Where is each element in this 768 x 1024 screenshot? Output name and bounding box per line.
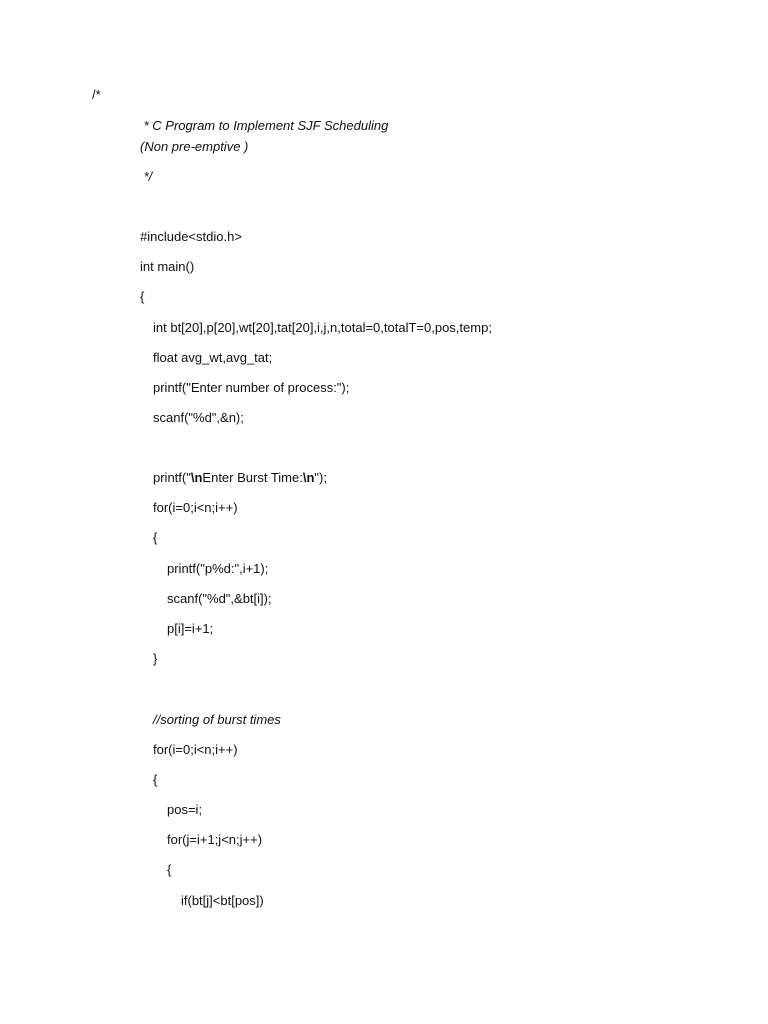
code-comment-sorting: //sorting of burst times (153, 712, 281, 727)
code-open-brace: { (140, 289, 145, 304)
code-for-loop-1: for(i=0;i<n;i++) (153, 500, 238, 515)
code-printf-burst (153, 470, 327, 486)
code-printf-process: printf("Enter number of process:"); (153, 380, 350, 395)
code-printf-burst-part-a: printf(" (153, 470, 191, 485)
code-for-loop-3: for(j=i+1;j<n;j++) (167, 832, 263, 847)
code-newline-escape: \n (190, 470, 203, 485)
code-int-declaration: int bt[20],p[20],wt[20],tat[20],i,j,n,total=0,totalT=0,pos,temp; (153, 320, 492, 335)
code-printf-burst-part-c: "); (314, 470, 327, 485)
code-include: #include<stdio.h> (140, 229, 242, 244)
code-scanf-bt: scanf("%d",&bt[i]); (167, 591, 272, 606)
code-pos-assign: pos=i; (167, 802, 203, 817)
code-brace-open-3: { (167, 862, 172, 877)
code-assign-p: p[i]=i+1; (167, 621, 214, 636)
code-main-signature: int main() (140, 259, 195, 274)
code-scanf-n: scanf("%d",&n); (153, 410, 244, 425)
comment-subtitle: (Non pre-emptive ) (140, 139, 249, 154)
code-if-statement: if(bt[j]<bt[pos]) (181, 893, 264, 908)
code-printf-burst-part-b: Enter Burst Time: (202, 470, 303, 485)
comment-open: /* (92, 87, 101, 102)
code-float-declaration: float avg_wt,avg_tat; (153, 350, 273, 365)
code-printf-p: printf("p%d:",i+1); (167, 561, 269, 576)
code-brace-open-1: { (153, 530, 158, 545)
code-brace-open-2: { (153, 772, 158, 787)
comment-title: * C Program to Implement SJF Scheduling (140, 118, 389, 133)
code-newline-escape: \n (302, 470, 315, 485)
code-for-loop-2: for(i=0;i<n;i++) (153, 742, 238, 757)
code-brace-close-1: } (153, 651, 158, 666)
comment-close: */ (140, 169, 153, 184)
